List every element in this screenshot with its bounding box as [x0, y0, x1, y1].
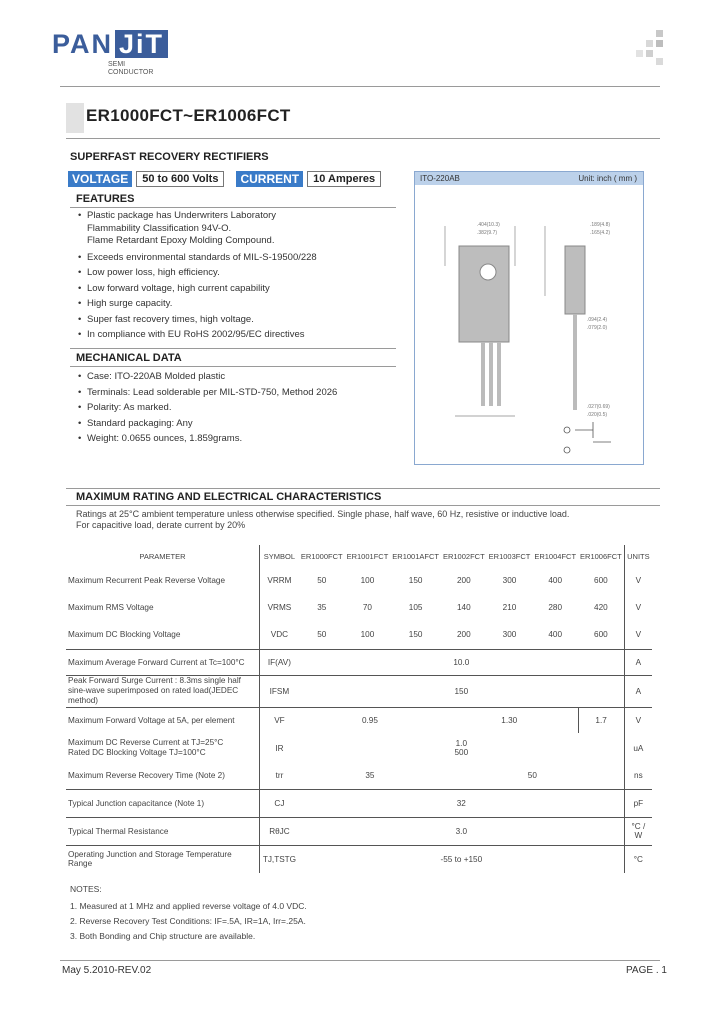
header-parameter: PARAMETER — [139, 551, 186, 561]
row-unit: V — [624, 707, 652, 733]
voltage-value: 50 to 600 Volts — [136, 171, 224, 187]
brand-sub-line2: CONDUCTOR — [108, 69, 154, 76]
row-value: 280 — [548, 602, 563, 612]
table-row — [66, 817, 652, 845]
list-item: • Polarity: As marked. — [78, 400, 408, 416]
row-unit: ns — [624, 763, 652, 789]
row-value: 600 — [578, 621, 624, 649]
features-heading: FEATURES — [76, 193, 135, 205]
note-item: 1. Measured at 1 MHz and applied reverse voltage of 4.0 VDC. — [70, 901, 307, 911]
row-value: 400 — [532, 621, 578, 649]
list-item: • Low forward voltage, high current capability — [78, 281, 408, 297]
row-value: 0.95 — [361, 715, 378, 725]
table-row — [66, 763, 652, 789]
row-value: 35 — [299, 763, 441, 789]
row-unit: V — [624, 567, 652, 593]
row-symbol: TJ,TSTG — [259, 845, 298, 873]
header-part: ER1002FCT — [442, 551, 485, 561]
mechanical-heading: MECHANICAL DATA — [76, 352, 182, 364]
brand-sub-line1: SEMI — [108, 61, 126, 68]
header-units: UNITS — [624, 545, 652, 567]
table-row — [66, 649, 652, 675]
row-symbol: VF — [259, 707, 298, 733]
row-symbol: IFSM — [259, 675, 298, 707]
header-part: ER1001AFCT — [392, 551, 439, 561]
notes — [70, 882, 307, 944]
list-item: • Terminals: Lead solderable per MIL-STD-750, Method 2026 — [78, 385, 408, 401]
brand-subtitle — [108, 61, 153, 77]
list-item: • Standard packaging: Any — [78, 416, 408, 432]
svg-text:.027(0.69): .027(0.69) — [587, 404, 610, 410]
divider — [70, 207, 396, 208]
table-row — [66, 621, 652, 649]
subtitle: SUPERFAST RECOVERY RECTIFIERS — [70, 151, 269, 163]
row-parameter: Typical Junction capacitance (Note 1) — [66, 789, 259, 817]
table-row — [66, 593, 652, 621]
package-panel-header — [415, 172, 643, 185]
current-tag: CURRENT — [236, 171, 303, 187]
row-parameter: Maximum DC Blocking Voltage — [66, 621, 259, 649]
divider — [70, 366, 396, 367]
current-value: 10 Amperes — [307, 171, 381, 187]
row-parameter: Maximum Recurrent Peak Reverse Voltage — [68, 575, 225, 585]
svg-text:.020(0.5): .020(0.5) — [587, 412, 608, 418]
row-symbol: VRMS — [259, 593, 298, 621]
list-item: • In compliance with EU RoHS 2002/95/EC directives — [78, 327, 408, 343]
row-parameter: Maximum RMS Voltage — [68, 602, 154, 612]
row-value: -55 to +150 — [440, 854, 483, 864]
row-value: 100 — [345, 621, 391, 649]
rating-tags — [68, 171, 381, 187]
row-value: 100 — [360, 575, 375, 585]
row-symbol: IF(AV) — [259, 649, 298, 675]
row-value: 210 — [502, 602, 517, 612]
title-tab — [66, 103, 84, 133]
notes-heading: NOTES: — [70, 884, 102, 894]
row-value: 50 — [441, 763, 624, 789]
row-unit: pF — [624, 789, 652, 817]
header-part: ER1000FCT — [300, 551, 343, 561]
voltage-tag: VOLTAGE — [68, 171, 132, 187]
list-item: • Weight: 0.0655 ounces, 1.859grams. — [78, 431, 408, 447]
row-value: 200 — [456, 575, 471, 585]
row-unit: °C / W — [624, 817, 652, 845]
ratings-note — [76, 509, 569, 531]
table-row — [66, 707, 652, 733]
row-symbol: VDC — [259, 621, 298, 649]
row-symbol: RθJC — [259, 817, 298, 845]
row-value: 300 — [502, 575, 517, 585]
svg-text:.189(4.8): .189(4.8) — [590, 222, 611, 228]
row-unit: A — [624, 649, 652, 675]
row-value: 300 — [487, 621, 533, 649]
header-part: ER1006FCT — [580, 551, 622, 561]
row-value: 3.0 — [299, 817, 624, 845]
table-row — [66, 789, 652, 817]
row-symbol: trr — [259, 763, 298, 789]
ratings-note-line1: Ratings at 25°C ambient temperature unless otherwise specified. Single phase, half wave, 60 Hz, resistive or inductive load. — [76, 509, 570, 519]
row-parameter: Maximum Average Forward Current at Tc=100°C — [66, 649, 259, 675]
ratings-note-line2: For capacitive load, derate current by 20% — [76, 520, 246, 530]
row-value: 1.30 — [501, 715, 518, 725]
row-value: 70 — [362, 602, 372, 612]
list-item: • Super fast recovery times, high voltage. — [78, 312, 408, 328]
row-value: 150 — [390, 621, 441, 649]
row-unit: A — [624, 675, 652, 707]
brand-name-box: JiT — [115, 30, 168, 58]
row-unit: °C — [624, 845, 652, 873]
row-value: 35 — [317, 602, 327, 612]
list-item: • High surge capacity. — [78, 296, 408, 312]
note-item: 3. Both Bonding and Chip structure are available. — [70, 931, 256, 941]
row-value: 1.7 — [578, 707, 624, 733]
svg-text:.404(10.3): .404(10.3) — [477, 222, 500, 228]
divider — [66, 488, 660, 489]
list-item: • Plastic package has Underwriters Laboratory Flammability Classification 94V-O. Flame Retardant Epoxy Molding Compound. — [78, 210, 408, 248]
features-list — [78, 210, 408, 343]
divider — [60, 86, 660, 87]
row-value: 200 — [441, 621, 487, 649]
row-value: 600 — [594, 575, 608, 585]
table-row — [66, 675, 652, 707]
svg-text:.165(4.2): .165(4.2) — [590, 230, 611, 236]
row-parameter: Operating Junction and Storage Temperature Range — [68, 850, 232, 869]
divider — [66, 505, 660, 506]
footer-date: May 5.2010-REV.02 — [62, 965, 152, 976]
row-value: 50 — [299, 621, 345, 649]
row-parameter: Typical Thermal Resistance — [66, 817, 259, 845]
row-unit: V — [624, 593, 652, 621]
svg-text:.079(2.0): .079(2.0) — [587, 325, 608, 331]
divider — [60, 960, 660, 961]
characteristics-table — [66, 545, 652, 873]
row-value: 400 — [548, 575, 563, 585]
package-drawing-panel — [414, 171, 644, 465]
page-title: ER1000FCT~ER1006FCT — [86, 106, 291, 125]
row-parameter: Peak Forward Surge Current : 8.3ms single half sine-wave superimposed on rated load(JEDEC method) — [66, 675, 259, 707]
divider — [70, 348, 396, 349]
row-value: 150 — [299, 675, 624, 707]
footer-page: PAGE . 1 — [626, 965, 667, 976]
row-parameter: Maximum Forward Voltage at 5A, per element — [68, 715, 235, 725]
table-header — [66, 545, 652, 567]
list-item: • Low power loss, high efficiency. — [78, 265, 408, 281]
row-value: 10.0 — [299, 649, 624, 675]
row-symbol: CJ — [259, 789, 298, 817]
row-value: 140 — [456, 602, 471, 612]
ratings-heading: MAXIMUM RATING AND ELECTRICAL CHARACTERISTICS — [76, 491, 382, 503]
row-parameter: Maximum Reverse Recovery Time (Note 2) — [66, 763, 259, 789]
package-outline-icon — [415, 186, 643, 462]
row-value: 32 — [299, 789, 624, 817]
list-item: • Case: ITO-220AB Molded plastic — [78, 369, 408, 385]
table-row — [66, 567, 652, 593]
brand-logo — [52, 30, 168, 58]
svg-text:.094(2.4): .094(2.4) — [587, 317, 608, 323]
row-value: 150 — [408, 575, 423, 585]
divider — [66, 138, 660, 139]
row-value: 50 — [317, 575, 327, 585]
row-value: 105 — [408, 602, 423, 612]
corner-decoration-icon — [636, 30, 666, 66]
row-symbol: VRRM — [259, 567, 298, 593]
row-parameter: Maximum DC Reverse Current at TJ=25°C Rated DC Blocking Voltage TJ=100°C — [68, 738, 224, 757]
package-name: ITO-220AB — [420, 174, 460, 183]
table-row — [66, 845, 652, 873]
header-part: ER1001FCT — [346, 551, 389, 561]
brand-name: PAN — [52, 29, 114, 59]
row-value: 1.0 500 — [454, 739, 469, 757]
row-unit: V — [624, 621, 652, 649]
row-unit: uA — [624, 733, 652, 763]
svg-text:.382(9.7): .382(9.7) — [477, 230, 498, 236]
header-part: ER1003FCT — [488, 551, 531, 561]
mechanical-list — [78, 369, 408, 447]
package-unit: Unit: inch ( mm ) — [578, 174, 637, 183]
note-item: 2. Reverse Recovery Test Conditions: IF=.5A, IR=1A, Irr=.25A. — [70, 916, 306, 926]
header-symbol: SYMBOL — [259, 545, 298, 567]
header-part: ER1004FCT — [534, 551, 577, 561]
table-row — [66, 733, 652, 763]
list-item: • Exceeds environmental standards of MIL-S-19500/228 — [78, 250, 408, 266]
row-symbol: IR — [259, 733, 298, 763]
row-value: 420 — [594, 602, 608, 612]
